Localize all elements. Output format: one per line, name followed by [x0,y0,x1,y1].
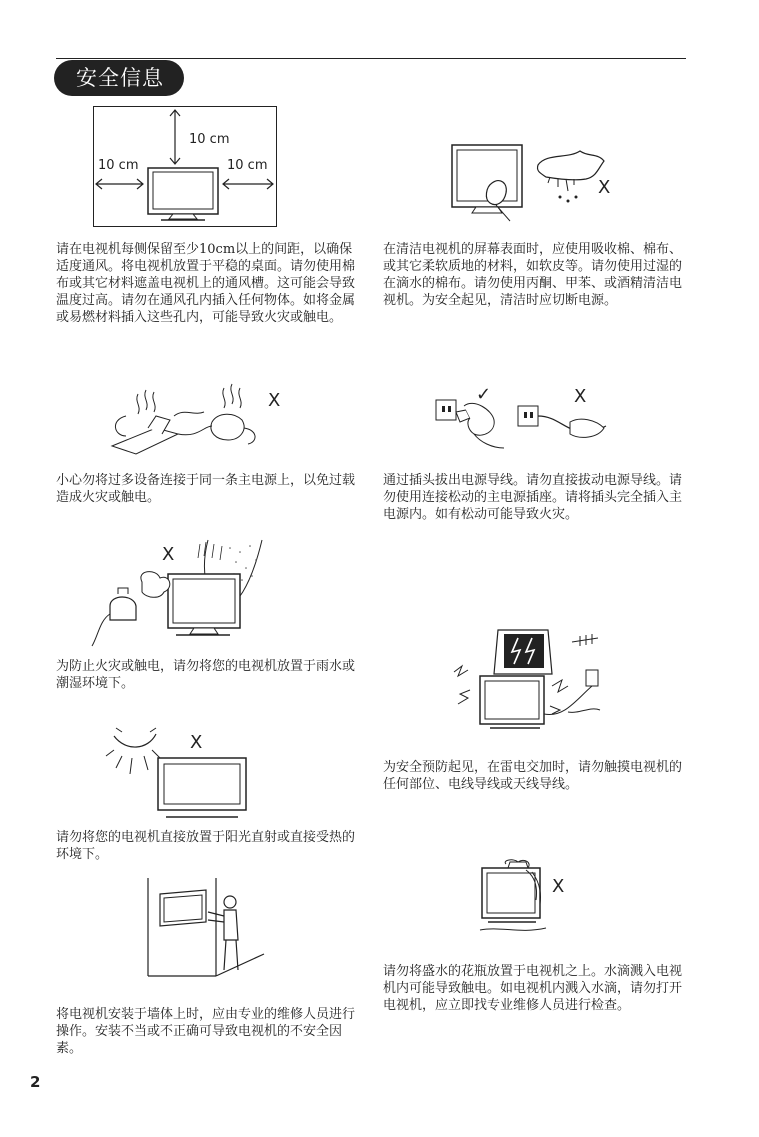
wall-mount-text: 将电视机安装于墙体上时，应由专业的维修人员进行操作。安装不当或不正确可导致电视机的不安全因素。 [56,1007,356,1056]
plug-check-mark: ✓ [476,384,492,405]
ventilation-text: 请在电视机每侧保留至少10cm以上的间距，以确保适度通风。将电视机放置于平稳的桌面。请勿使用棉布或其它材料遮盖电视机上的通风槽。这可能会导致温度过高。请勿在通风孔内插入任何物体。如将金属或易燃材料插入这些孔内，可能导致火灾或触电。 [56,242,356,325]
cleaning-cross-mark: X [598,177,611,198]
overload-illustration [108,376,298,458]
section-title: 安全信息 [54,60,184,96]
humidity-cross-mark: X [162,544,175,565]
plug-cross-mark: X [574,386,587,407]
humidity-text: 为防止火灾或触电，请勿将您的电视机放置于雨水或潮湿环境下。 [56,659,356,691]
vase-text: 请勿将盛水的花瓶放置于电视机之上。水滴溅入电视机内可能导致触电。如电视机内溅入水滴，请勿打开电视机，应立即找专业维修人员进行检查。 [383,964,683,1013]
lightning-illustration [440,626,615,736]
humidity-illustration [90,540,280,655]
cleaning-text: 在清洁电视机的屏幕表面时，应使用吸收棉、棉布、或其它柔软质地的材料，如软皮等。请勿使用过湿的在滴水的棉布。请勿使用丙酮、甲苯、或酒精清洁电视机。为安全起见，清洁时应切断电源。 [383,242,683,308]
sunlight-text: 请勿将您的电视机直接放置于阳光直射或直接受热的环境下。 [56,830,356,862]
plug-illustration [434,382,614,454]
clearance-left-label: 10 cm [98,158,139,173]
overload-cross-mark: X [268,390,281,411]
header-rule [56,58,686,59]
wall-mount-illustration [140,876,270,984]
sunlight-cross-mark: X [190,732,203,753]
page-number: 2 [30,1073,41,1091]
lightning-text: 为安全预防起见，在雷电交加时，请勿触摸电视机的任何部位、电线导线或天线导线。 [383,760,683,792]
clearance-right-label: 10 cm [227,158,268,173]
vase-illustration [470,860,580,936]
sunlight-illustration [104,726,284,822]
vase-cross-mark: X [552,876,565,897]
plug-text: 通过插头拔出电源导线。请勿直接拔动电源导线。请勿使用连接松动的主电源插座。请将插头完全插入主电源内。如有松动可能导致火灾。 [383,473,683,522]
clearance-top-label: 10 cm [189,132,230,147]
ventilation-clearance-illustration [93,106,278,229]
overload-text: 小心勿将过多设备连接于同一条主电源上，以免过载造成火灾或触电。 [56,473,356,505]
cleaning-illustration [448,143,618,223]
